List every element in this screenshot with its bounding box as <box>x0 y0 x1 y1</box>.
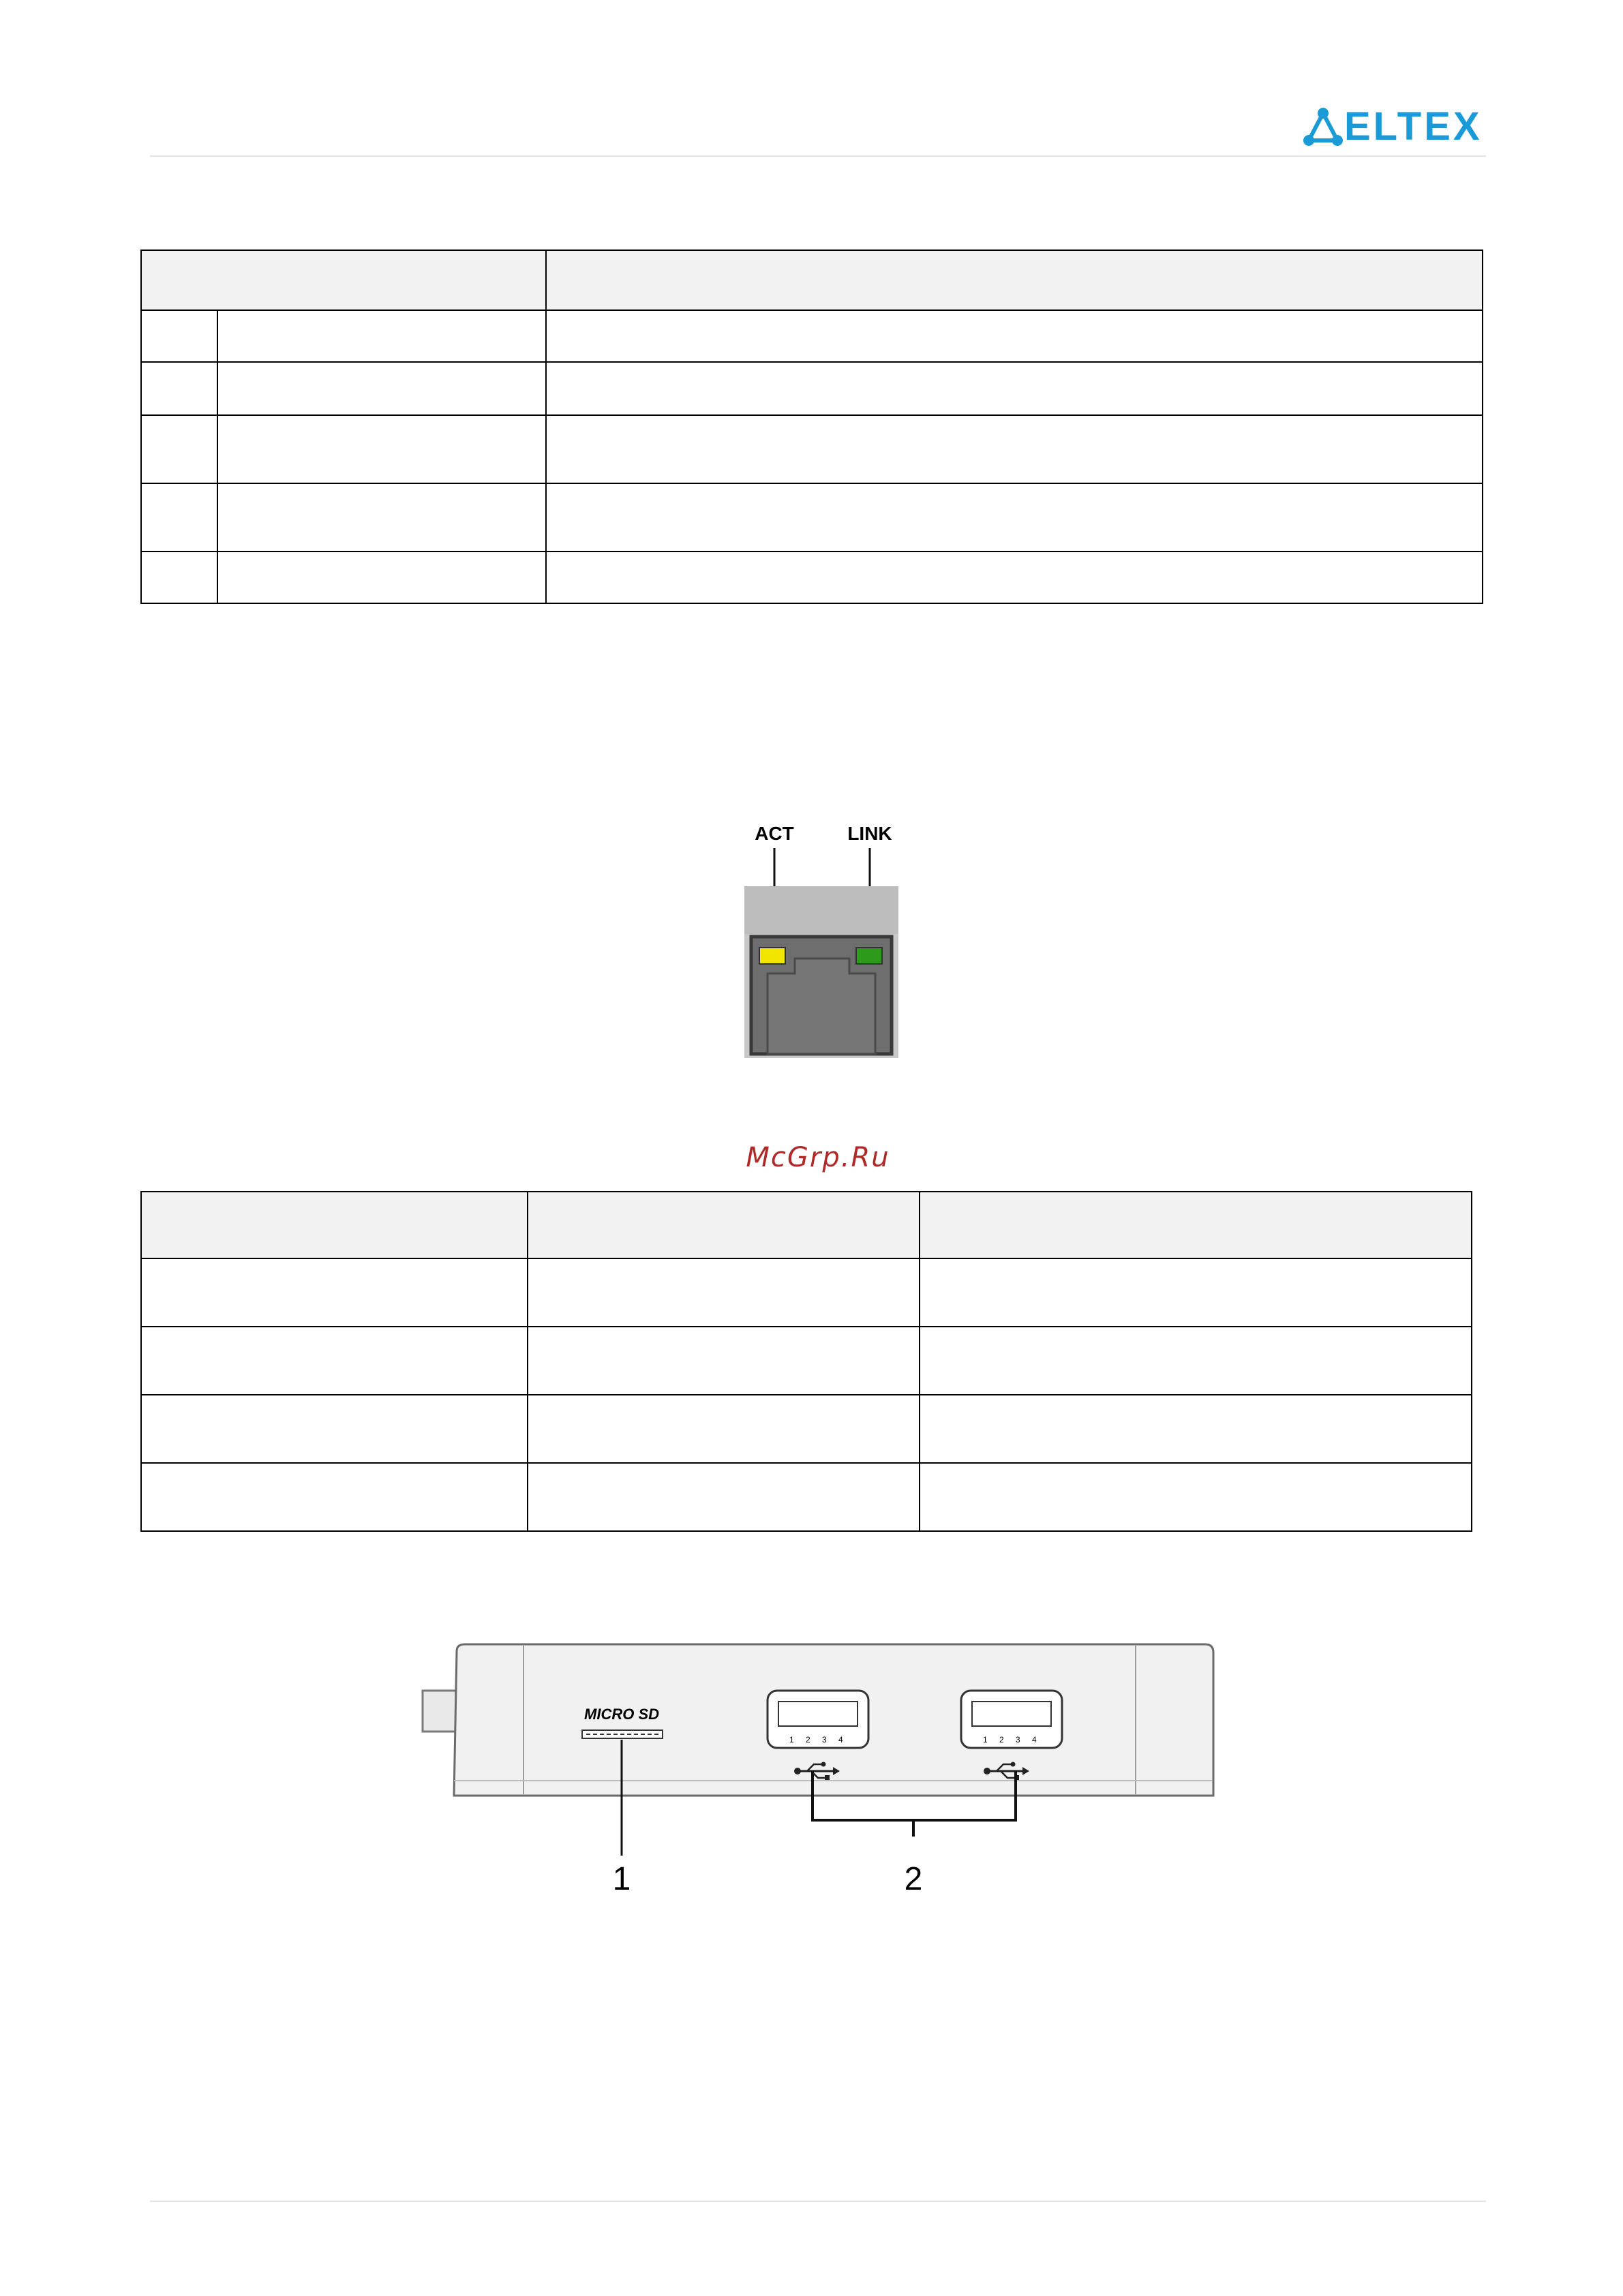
callout-number-1: 1 <box>612 1861 631 1897</box>
table-cell <box>528 1327 920 1395</box>
rj45-port-figure <box>736 811 913 1063</box>
port-housing-top <box>744 886 898 934</box>
table-cell <box>920 1327 1472 1395</box>
act-led <box>759 948 785 964</box>
table-cell <box>217 362 546 415</box>
table-1-header-row <box>141 250 1483 310</box>
table-row <box>141 552 1483 603</box>
link-led <box>856 948 882 964</box>
table-cell <box>528 1395 920 1463</box>
table-cell <box>141 362 217 415</box>
table-cell <box>141 310 217 362</box>
logo-text: ELTEX <box>1344 104 1483 149</box>
eltex-logo-icon <box>1302 106 1344 149</box>
table-cell <box>546 415 1483 483</box>
usb-tongue <box>778 1702 858 1726</box>
usb-pin-number: 4 <box>838 1735 843 1744</box>
table-cell <box>528 1463 920 1531</box>
table-cell <box>546 552 1483 603</box>
table-cell <box>546 310 1483 362</box>
table-row <box>141 362 1483 415</box>
table-cell <box>920 1463 1472 1531</box>
table-cell <box>141 1327 528 1395</box>
table-cell <box>217 310 546 362</box>
table-cell <box>528 1258 920 1327</box>
usb-pin-number: 1 <box>983 1735 988 1744</box>
usb-pin-number: 3 <box>822 1735 827 1744</box>
table-cell <box>141 1395 528 1463</box>
usb-pin-number: 3 <box>1016 1735 1020 1744</box>
act-label: ACT <box>755 823 794 844</box>
table-2-header-cell <box>141 1192 528 1258</box>
header-divider <box>150 155 1486 157</box>
table-cell <box>141 483 217 552</box>
table-row <box>141 1395 1472 1463</box>
socket-cavity <box>768 958 875 1054</box>
table-row <box>141 415 1483 483</box>
table-2-header-row <box>141 1192 1472 1258</box>
table-row <box>141 1258 1472 1327</box>
footer-divider <box>150 2201 1486 2202</box>
table-cell <box>920 1395 1472 1463</box>
table-2 <box>140 1191 1472 1532</box>
eltex-logo <box>1302 102 1483 150</box>
watermark: McGrp.Ru <box>746 1142 890 1173</box>
micro-sd-label: MICRO SD <box>584 1706 659 1723</box>
link-label: LINK <box>847 823 892 844</box>
table-1-header-cell <box>141 250 546 310</box>
side-panel-figure <box>416 1636 1234 1909</box>
table-cell <box>141 1463 528 1531</box>
usb-tongue <box>972 1702 1051 1726</box>
usb-pin-number: 1 <box>789 1735 794 1744</box>
table-row <box>141 310 1483 362</box>
table-2-header-cell <box>528 1192 920 1258</box>
usb-pin-number: 2 <box>999 1735 1004 1744</box>
table-row <box>141 1327 1472 1395</box>
table-cell <box>546 483 1483 552</box>
callout-number-2: 2 <box>904 1861 923 1897</box>
table-cell <box>141 1258 528 1327</box>
table-1-header-cell <box>546 250 1483 310</box>
usb-pin-number: 2 <box>806 1735 810 1744</box>
table-1 <box>140 250 1483 604</box>
table-cell <box>546 362 1483 415</box>
table-cell <box>920 1258 1472 1327</box>
table-cell <box>217 415 546 483</box>
table-2-header-cell <box>920 1192 1472 1258</box>
table-cell <box>217 552 546 603</box>
table-cell <box>141 552 217 603</box>
table-cell <box>141 415 217 483</box>
usb-pin-number: 4 <box>1032 1735 1037 1744</box>
table-row <box>141 1463 1472 1531</box>
table-cell <box>217 483 546 552</box>
table-row <box>141 483 1483 552</box>
